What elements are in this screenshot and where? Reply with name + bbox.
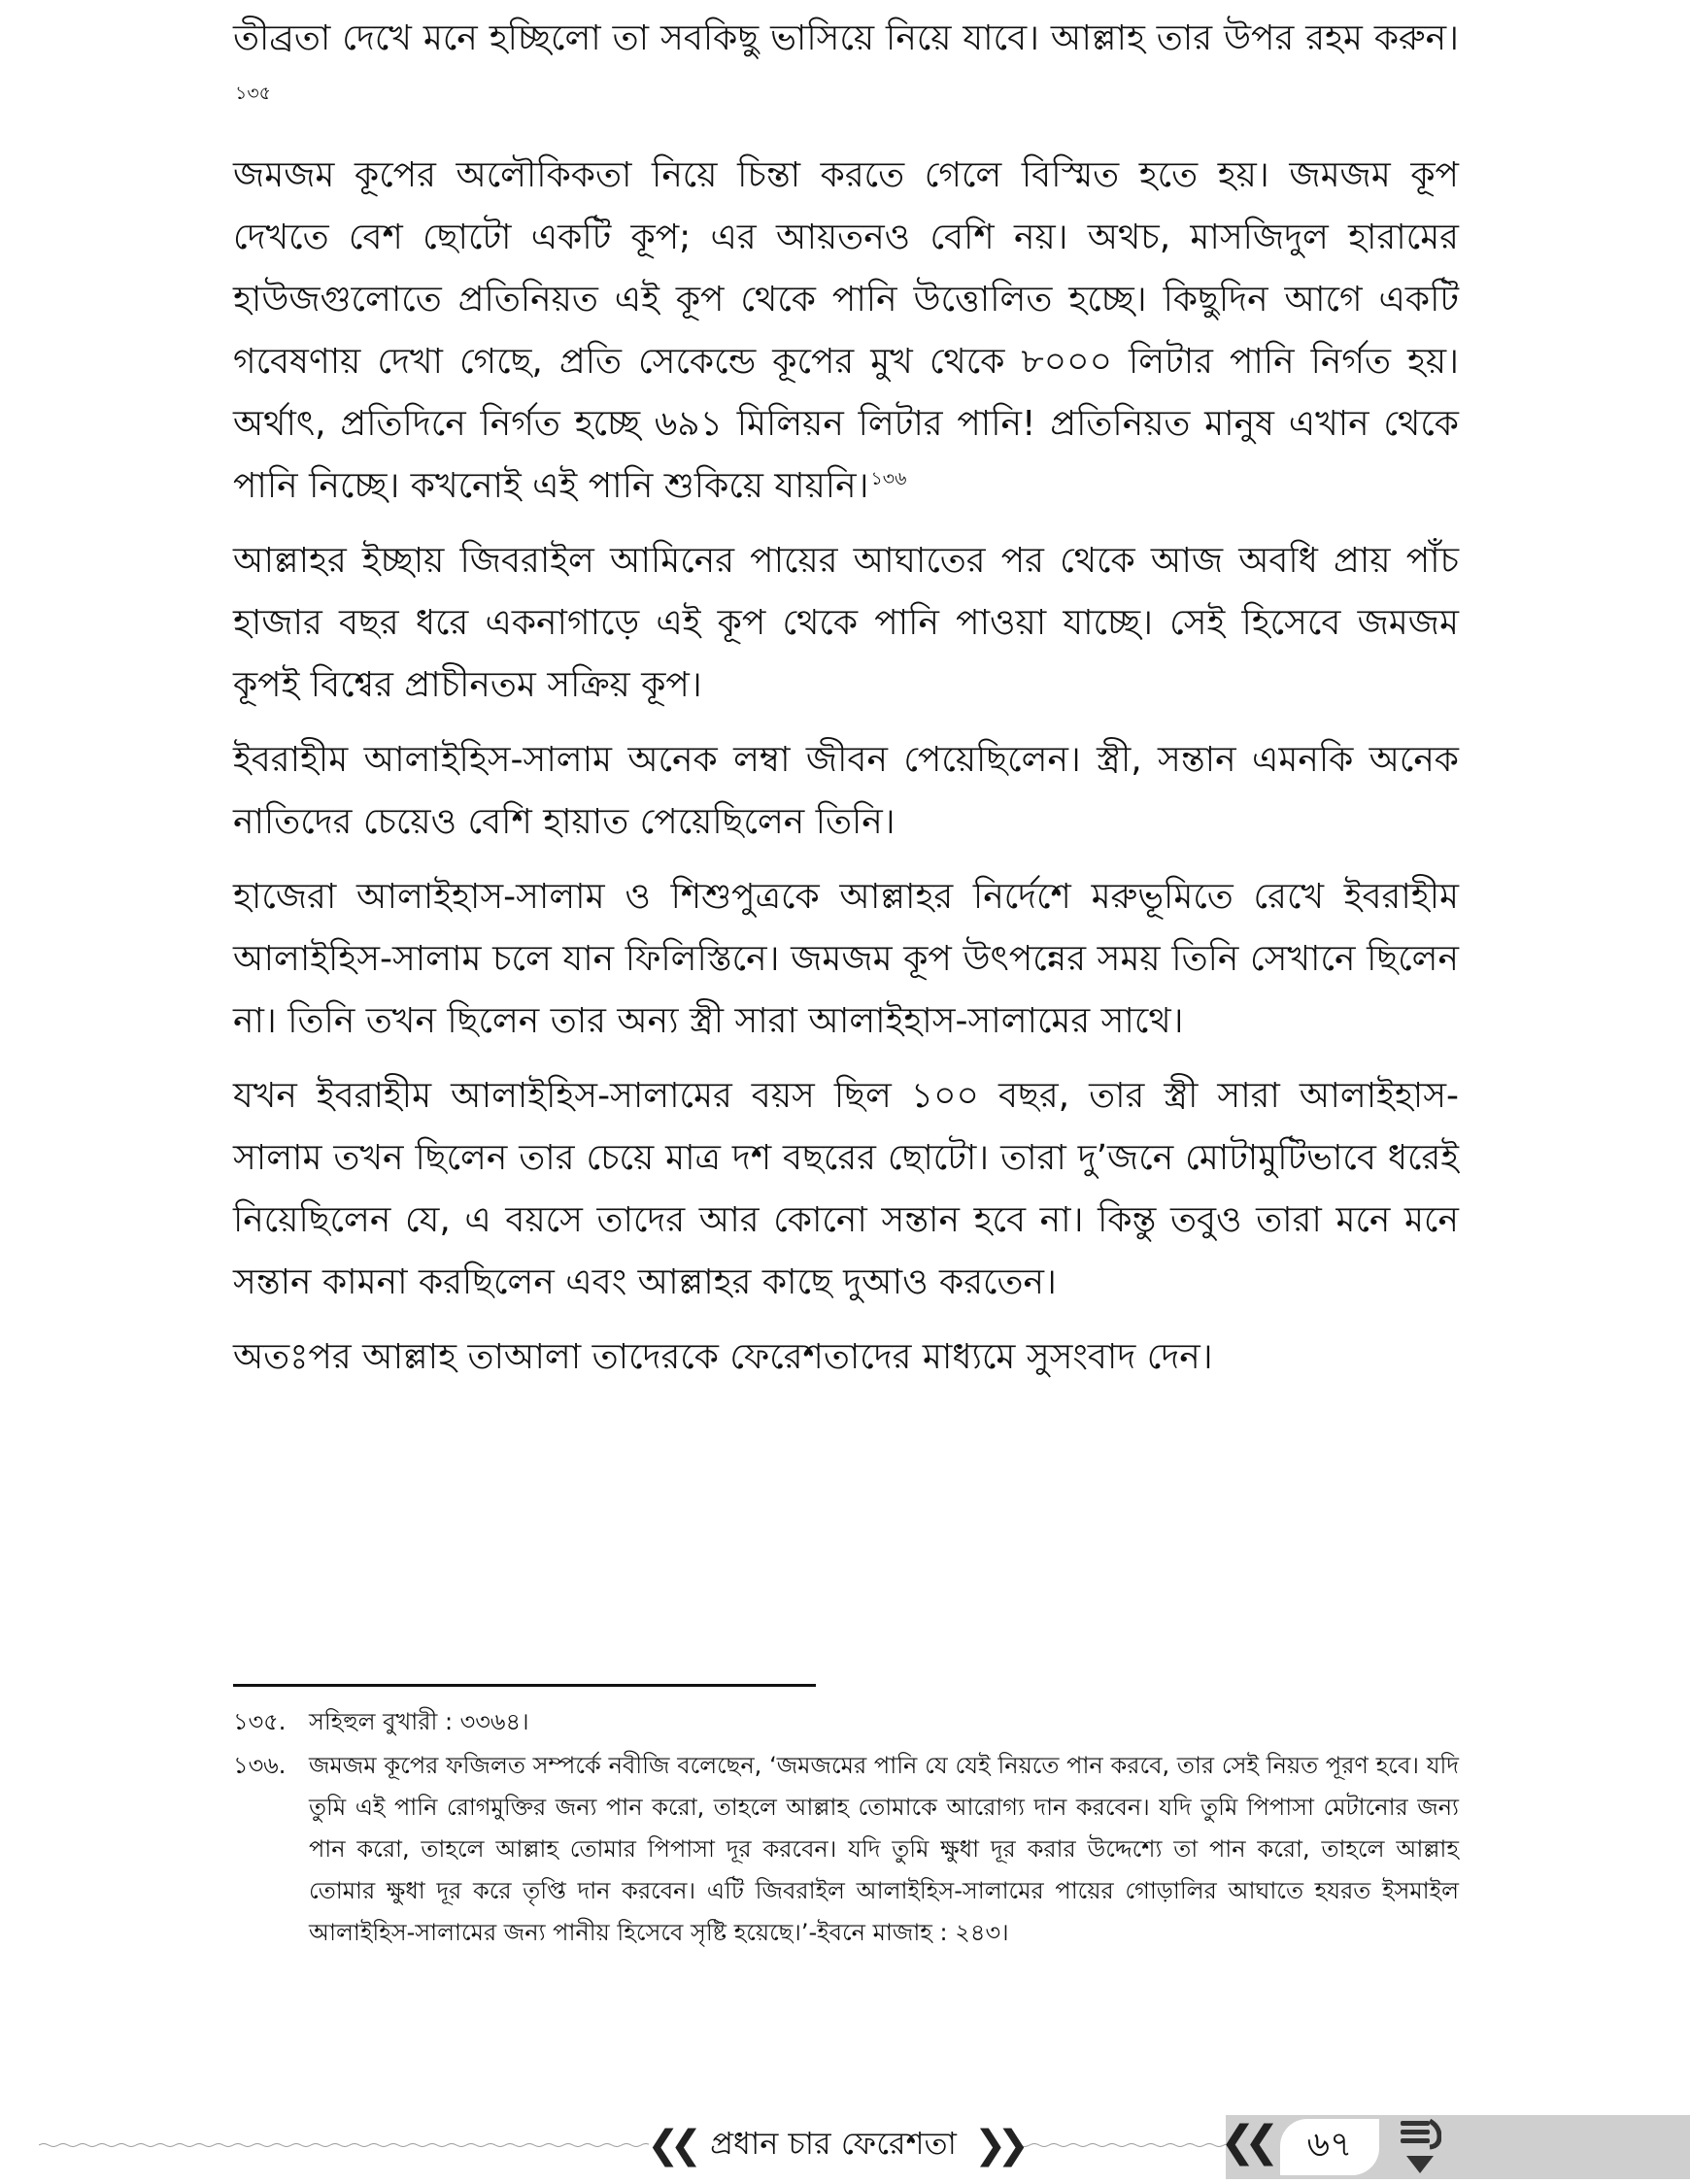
page-number: ৬৭ — [1280, 2119, 1379, 2175]
paragraph-text: অতঃপর আল্লাহ তাআলা তাদেরকে ফেরেশতাদের মাধ্যমে সুসংবাদ দেন। — [233, 1337, 1213, 1377]
double-chevron-right-icon: ❯❯ — [973, 2123, 1020, 2167]
paragraph-text: জমজম কূপের অলৌকিকতা নিয়ে চিন্তা করতে গেলে বিস্মিত হতে হয়। জমজম কূপ দেখতে বেশ ছোটো একটি কূপ; এর আয়তনও বেশি নয়। অথচ, মাসজিদুল হারামের হাউজগুলোতে প্রতিনিয়ত এই কূপ থেকে পানি উত্তোলিত হচ্ছে। কিছুদিন আগে একটি গবেষণায় দেখা গেছে, প্রতি সেকেন্ডে কূপের মুখ থেকে ৮০০০ লিটার পানি নির্গত হয়। অর্থাৎ, প্রতিদিনে নির্গত হচ্ছে ৬৯১ মিলিয়ন লিটার পানি! প্রতিনিয়ত মানুষ এখান থেকে পানি নিচ্ছে। কখনোই এই পানি শুকিয়ে যায়নি। — [233, 155, 1459, 506]
paragraph — [233, 530, 1459, 717]
paragraph — [233, 866, 1459, 1053]
paragraph-text: ইবরাহীম আলাইহিস-সালাম অনেক লম্বা জীবন পেয়েছিলেন। স্ত্রী, সন্তান এমনকি অনেক নাতিদের চেয়েও বেশি হায়াত পেয়েছিলেন তিনি। — [233, 740, 1459, 842]
page-footer — [0, 2107, 1690, 2184]
paragraph — [233, 729, 1459, 854]
running-title — [649, 2111, 1018, 2179]
paragraph-text: যখন ইবরাহীম আলাইহিস-সালামের বয়স ছিল ১০০ বছর, তার স্ত্রী সারা আলাইহাস-সালাম তখন ছিলেন তার চেয়ে মাত্র দশ বছরের ছোটো। তারা দু’জনে মোটামুটিভাবে ধরেই নিয়েছিলেন যে, এ বয়সে তাদের আর কোনো সন্তান হবে না। কিন্তু তবুও তারা মনে মনে সন্তান কামনা করছিলেন এবং আল্লাহর কাছে দুআও করতেন। — [233, 1076, 1459, 1302]
book-title: প্রধান চার ফেরেশতা — [710, 2125, 957, 2162]
paragraph — [233, 1327, 1459, 1389]
footnotes — [233, 1701, 1459, 1956]
paragraph-text: হাজেরা আলাইহাস-সালাম ও শিশুপুত্রকে আল্লাহর নির্দেশে মরুভূমিতে রেখে ইবরাহীম আলাইহিস-সালাম চলে যান ফিলিস্তিনে। জমজম কূপ উৎপন্নের সময় তিনি সেখানে ছিলেন না। তিনি তখন ছিলেন তার অন্য স্ত্রী সারা আলাইহাস-সালামের সাথে। — [233, 877, 1459, 1041]
paragraph — [233, 8, 1459, 132]
book-icon — [1399, 2117, 1441, 2177]
footnote-ref[interactable]: ১৩৬ — [870, 468, 907, 489]
footnote-number: ১৩৬. — [233, 1752, 287, 1779]
footnote-ref[interactable]: ১৩৫ — [235, 83, 272, 104]
body-text — [233, 8, 1459, 1401]
footnote-text: জমজম কূপের ফজিলত সম্পর্কে নবীজি বলেছেন, ‘জমজমের পানি যে যেই নিয়তে পান করবে, তার সেই নিয়ত পূরণ হবে। যদি তুমি এই পানি রোগমুক্তির জন্য পান করো, তাহলে আল্লাহ তোমাকে আরোগ্য দান করবেন। যদি তুমি পিপাসা মেটানোর জন্য পান করো, তাহলে আল্লাহ তোমার পিপাসা দূর করবেন। যদি তুমি ক্ষুধা দূর করার উদ্দেশ্যে তা পান করো, তাহলে আল্লাহ তোমার ক্ষুধা দূর করে তৃপ্তি দান করবেন। এটি জিবরাইল আলাইহিস-সালামের পায়ের গোড়ালির আঘাতে হযরত ইসমাইল আলাইহিস-সালামের জন্য পানীয় হিসেবে সৃষ্টি হয়েছে।’-ইবনে মাজাহ : ২৪৩। — [309, 1752, 1459, 1946]
paragraph-text: আল্লাহর ইচ্ছায় জিবরাইল আমিনের পায়ের আঘাতের পর থেকে আজ অবধি প্রায় পাঁচ হাজার বছর ধরে একনাগাড়ে এই কূপ থেকে পানি পাওয়া যাচ্ছে। সেই হিসেবে জমজম কূপই বিশ্বের প্রাচীনতম সক্রিয় কূপ। — [233, 541, 1459, 705]
paragraph-text: তীব্রতা দেখে মনে হচ্ছিলো তা সবকিছু ভাসিয়ে নিয়ে যাবে। আল্লাহ তার উপর রহম করুন। — [233, 18, 1459, 58]
footnote-number: ১৩৫. — [233, 1708, 287, 1735]
footnote-text: সহিহুল বুখারী : ৩৩৬৪। — [309, 1708, 529, 1735]
double-chevron-left-icon: ❮❮ — [647, 2123, 693, 2167]
paragraph — [233, 1065, 1459, 1314]
footnote — [233, 1701, 1459, 1743]
paragraph — [233, 145, 1459, 518]
footnote-divider — [233, 1684, 816, 1687]
double-chevron-left-icon: ❮❮ — [1220, 2117, 1268, 2167]
footnote — [233, 1745, 1459, 1954]
